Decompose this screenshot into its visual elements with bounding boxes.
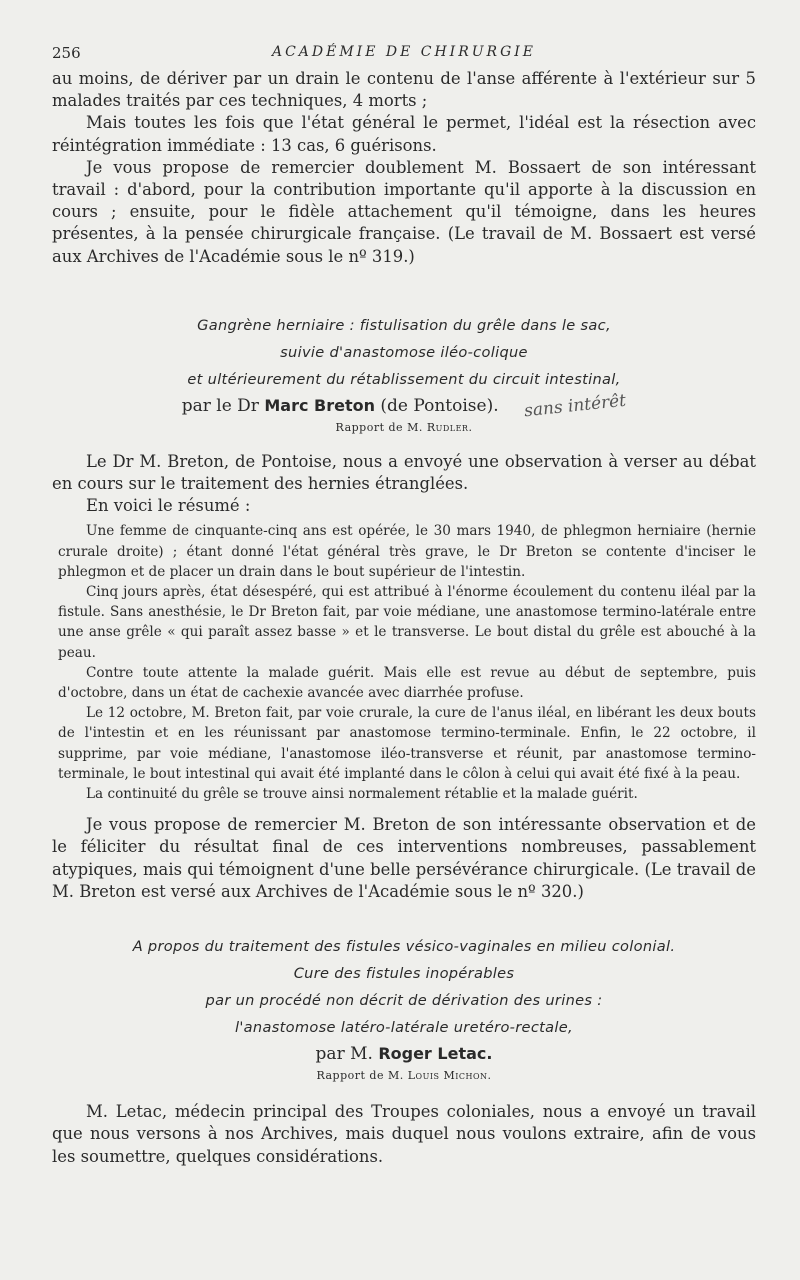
title-line: Gangrène herniaire : fistulisation du grêle dans le sac,: [197, 316, 611, 334]
page-number: 256: [52, 44, 81, 62]
section-lead: [52, 451, 756, 518]
paragraph: La continuité du grêle se trouve ainsi normalement rétablie et la malade guérit.: [86, 786, 638, 803]
intro-text: [52, 68, 756, 268]
byline: par le Dr Marc Breton (de Pontoise). sans intérêt: [52, 393, 756, 419]
paragraph: Contre toute attente la malade guérit. Mais elle est revue au début de septembre, puis d'octobre, dans un état de cachexie avancée avec diarrhée profuse.: [58, 664, 756, 702]
byline: par M. Roger Letac.: [315, 1044, 493, 1065]
title-line: l'anastomose latéro-latérale uretéro-rectale,: [235, 1019, 573, 1037]
handwritten-note: sans intérêt: [523, 390, 628, 422]
title-line: et ultérieurement du rétablissement du circuit intestinal,: [187, 370, 621, 388]
title-line: Cure des fistules inopérables: [293, 965, 515, 983]
rapport-line: Rapport de M. Louis Michon.: [316, 1069, 492, 1083]
conclusion: [52, 814, 756, 903]
page: [52, 40, 756, 1168]
paragraph: M. Letac, médecin principal des Troupes coloniales, nous a envoyé un travail que nous versons à nos Archives, mais duquel nous voulons extraire, afin de vous les soumettre, quelques considérations.: [52, 1102, 756, 1166]
paragraph: Le Dr M. Breton, de Pontoise, nous a envoyé une observation à verser au débat en cours sur le traitement des hernies étranglées.: [52, 451, 756, 494]
title-line: par un procédé non décrit de dérivation des urines :: [205, 992, 603, 1010]
paragraph: Une femme de cinquante-cinq ans est opérée, le 30 mars 1940, de phlegmon herniaire (hernie crurale droite) ; étant donné l'état général très grave, le Dr Breton se contente d'inciser le phlegmon et de placer un drain dans le bout supérieur de l'intestin.: [58, 523, 756, 580]
section-lead: [52, 1101, 756, 1168]
paragraph: En voici le résumé :: [86, 496, 251, 516]
title-line: A propos du traitement des fistules vésico-vaginales en milieu colonial.: [132, 938, 676, 956]
paragraph: Je vous propose de remercier doublement M. Bossaert de son intéressant travail : d'abord, pour la contribution importante qu'il apporte à la discussion en cours ; ensuite, pour le fidèle attachement qu'il témoigne, dans les heures présentes, à la pensée chirurgicale française. (Le travail de M. Bossaert est versé aux Archives de l'Académie sous le nº 319.): [52, 157, 756, 266]
page-header: [52, 40, 756, 68]
title-line: suivie d'anastomose iléo-colique: [280, 343, 528, 361]
rapport-line: Rapport de M. Rudler.: [335, 420, 473, 434]
case-summary: [58, 521, 756, 804]
paragraph: au moins, de dériver par un drain le contenu de l'anse afférente à l'extérieur sur 5 malades traités par ces techniques, 4 morts ;: [52, 69, 756, 111]
paragraph: Je vous propose de remercier M. Breton de son intéressante observation et de le féliciter du résultat final de ces interventions nombreuses, passablement atypiques, mais qui témoignent d'une belle persévérance chirurgicale. (Le travail de M. Breton est versé aux Archives de l'Académie sous le nº 320.): [52, 815, 756, 901]
author-name: Marc Breton: [264, 395, 375, 415]
section-title: [52, 312, 756, 393]
paragraph: Le 12 octobre, M. Breton fait, par voie crurale, la cure de l'anus iléal, en libérant les deux bouts de l'intestin et en les réunissant par anastomose termino-terminale. Enfin, le 22 octobre, il supprime, par voie médiane, l'anastomose iléo-transverse et réunit, par anastomose termino-terminale, le bout intestinal qui avait été implanté dans le côlon à celui qui avait été fixé à la peau.: [58, 705, 756, 782]
running-title: ACADÉMIE DE CHIRURGIE: [271, 44, 537, 60]
paragraph: Mais toutes les fois que l'état général le permet, l'idéal est la résection avec réintégration immédiate : 13 cas, 6 guérisons.: [52, 113, 756, 155]
paragraph: Cinq jours après, état désespéré, qui est attribué à l'énorme écoulement du contenu iléal par la fistule. Sans anesthésie, le Dr Breton fait, par voie médiane, une anastomose termino-latérale entre une anse grêle « qui paraît assez basse » et le transverse. Le bout distal du grêle est abouché à la peau.: [58, 584, 756, 661]
author-name: Roger Letac.: [378, 1044, 493, 1064]
section-title: [52, 933, 756, 1041]
